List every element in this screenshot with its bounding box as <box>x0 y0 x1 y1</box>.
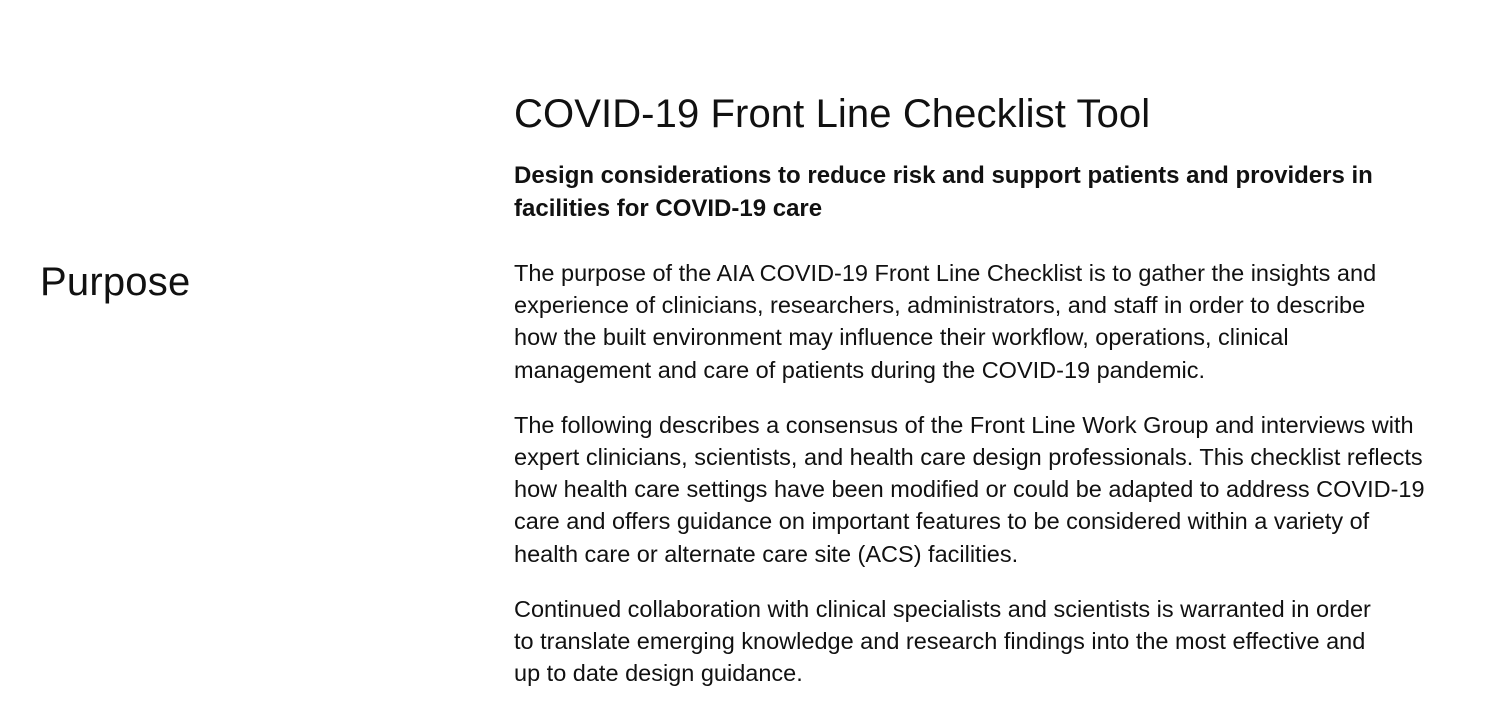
purpose-paragraph-3: Continued collaboration with clinical specialists and scientists is warranted in order to translate emerging knowledge and research findings into the most effective and up to date design guidance. <box>514 595 1371 687</box>
purpose-paragraph-2: The following describes a consensus of the Front Line Work Group and interviews with expert clinicians, scientists, and health care design professionals. This checklist reflects how health care settings have been modified or could be adapted to address COVID-19 care and offers guidance on important features to be considered within a variety of health care or alternate care site (ACS) facilities. <box>514 411 1425 567</box>
section-label-purpose: Purpose <box>40 260 191 304</box>
content-column <box>514 88 1444 689</box>
purpose-paragraph-1: The purpose of the AIA COVID-19 Front Line Checklist is to gather the insights and experience of clinicians, researchers, administrators, and staff in order to describe how the built environment may influence their workflow, operations, clinical management and care of patients during the COVID-19 pandemic. <box>514 260 1377 383</box>
page-title: COVID-19 Front Line Checklist Tool <box>514 92 1151 136</box>
page-subtitle: Design considerations to reduce risk and support patients and providers in facilities for COVID-19 care <box>514 162 1373 222</box>
